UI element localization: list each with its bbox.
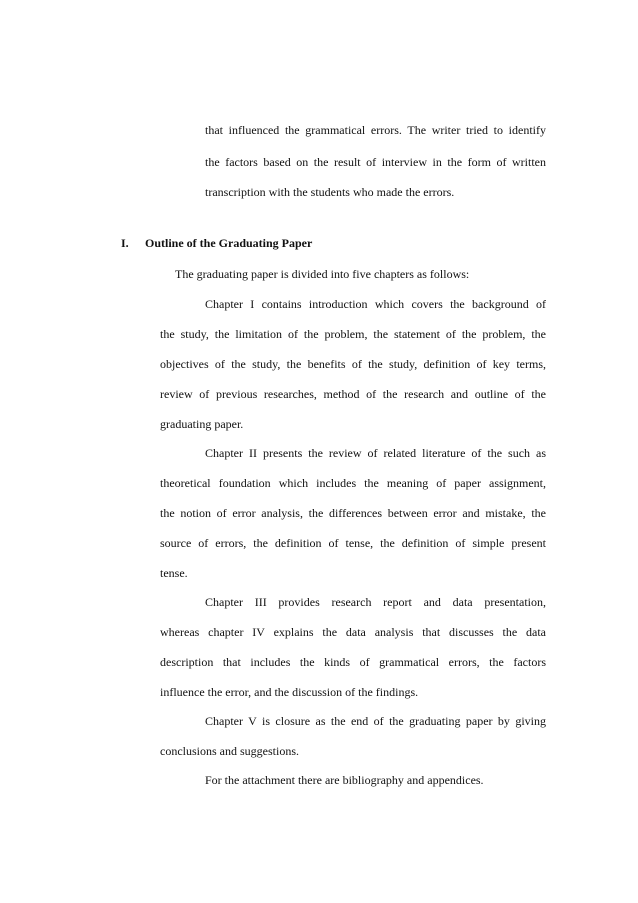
intro-line: that influenced the grammatical errors. The writer tried to identify [205, 123, 546, 137]
chapter2-line: Chapter II presents the review of related literature of the such as [205, 446, 546, 460]
chapter1-line: the study, the limitation of the problem, the statement of the problem, the [160, 327, 546, 341]
chapter1-line: graduating paper. [160, 417, 244, 431]
chapter3-line: influence the error, and the discussion of the findings. [160, 685, 419, 699]
chapter1-line: review of previous researches, method of the research and outline of the [160, 387, 546, 401]
section-title: Outline of the Graduating Paper [145, 236, 313, 250]
chapter3-line: whereas chapter IV explains the data analysis that discusses the data [160, 625, 546, 639]
chapter2-line: the notion of error analysis, the differences between error and mistake, the [160, 506, 546, 520]
intro-line: transcription with the students who made the errors. [205, 185, 455, 199]
chapter1-line: objectives of the study, the benefits of the study, definition of key terms, [160, 357, 546, 371]
chapter3-line: Chapter III provides research report and data presentation, [205, 595, 546, 609]
chapter5-line: Chapter V is closure as the end of the graduating paper by giving [205, 714, 546, 728]
chapter2-line: tense. [160, 566, 188, 580]
section-lead: The graduating paper is divided into five chapters as follows: [175, 267, 470, 281]
chapter5-line: conclusions and suggestions. [160, 744, 299, 758]
chapter1-line: Chapter I contains introduction which covers the background of [205, 297, 546, 311]
chapter2-line: source of errors, the definition of tense, the definition of simple present [160, 536, 546, 550]
chapter2-line: theoretical foundation which includes the meaning of paper assignment, [160, 476, 546, 490]
chapter3-line: description that includes the kinds of grammatical errors, the factors [160, 655, 546, 669]
intro-line: the factors based on the result of interview in the form of written [205, 155, 546, 169]
section-number: I. [121, 236, 129, 250]
attachment-line: For the attachment there are bibliography and appendices. [205, 773, 484, 787]
